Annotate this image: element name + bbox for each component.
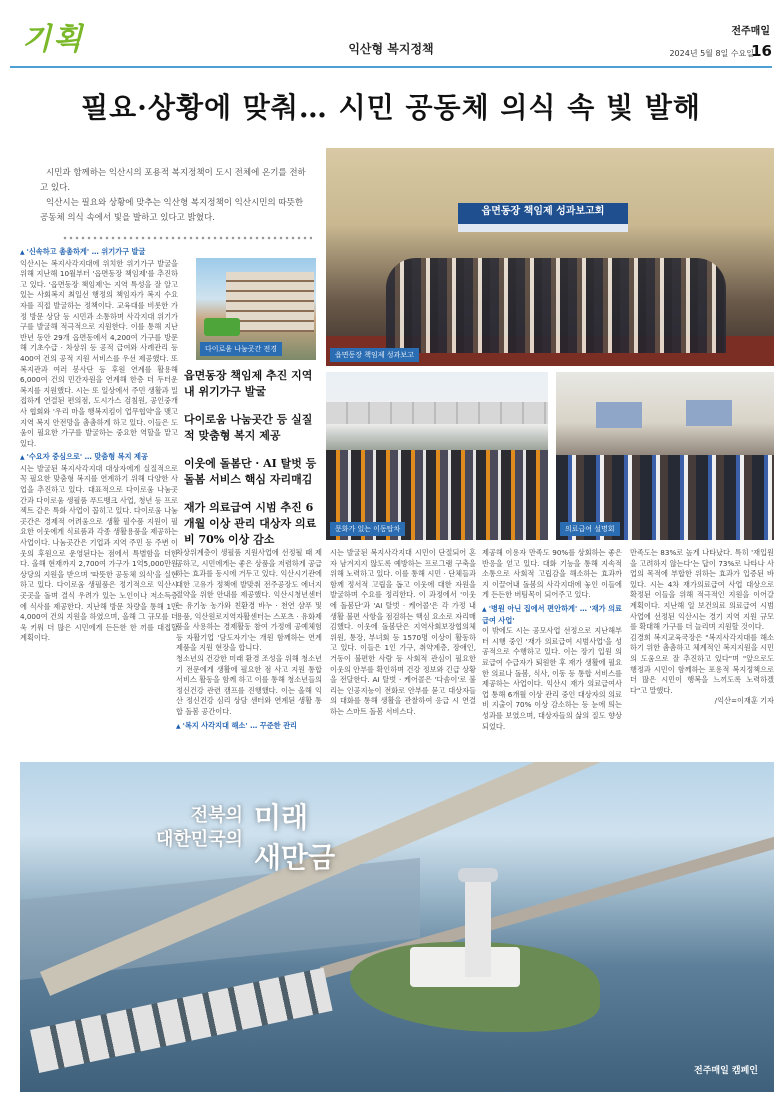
highlight-item: 다이로움 나눔곳간 등 실질적 맞춤형 복지 제공 — [184, 413, 313, 442]
headline: 필요·상황에 맞춰… 시민 공동체 의식 속 빛 발해 — [81, 91, 701, 124]
paper-date: 2024년 5월 8일 수요일 — [669, 49, 754, 58]
projection-screen — [686, 400, 732, 426]
body-text: 청소년의 건강한 미래 환경 조성을 위해 청소년기 전문에게 생활에 필요한 점 사고 지원 통합 서비스 활동을 함께 하고 이를 통해 청소년들의 정신건강 관련 캠프를 진행했다. 이는 올해 익산 정신건강 심리 상담 센터와 연계된 생활 통합 돌봄 공간이다. — [176, 653, 322, 716]
photo-building — [196, 258, 316, 360]
photo-caption: 읍면동장 책임제 성과보고 — [330, 348, 419, 362]
tower-top — [458, 868, 498, 882]
subheading: ▲ '수요자 중심으로' … 맞춤형 복지 제공 — [20, 452, 178, 464]
stage-banner: 읍면동장 책임제 성과보고회 — [458, 203, 628, 229]
lead-paragraph — [40, 166, 310, 226]
page-number: 16 — [751, 42, 772, 60]
lead-text-2: 익산시는 필요와 상황에 맞추는 익산형 복지정책이 익산시민의 따뜻한 공동체 의식 속에서 빛을 발하고 있다고 밝혔다. — [40, 198, 304, 223]
ad-footer: 전주매일 캠페인 — [694, 1066, 758, 1076]
body-text: 이 밖에도 시는 공모사업 선정으로 지난해부터 시행 중인 '재가 의료급여 시범사업'을 성공적으로 수행하고 있다. 이는 장기 입원 의료급여 수급자가 퇴원한 후 재가 생활에 필요한 의료나 돌봄, 식사, 이동 등 통합 서비스를 제공하는 사업이다. 익산시 재가 의료급여사업 통해 6개월 이상 관리 중인 대상자의 의료비 지출이 70% 이상 감소하는 등 눈에 띄는 성과를 보였으며, 대상자들의 삶의 질도 향상되었다. — [482, 626, 622, 731]
photo-outdoor-event — [326, 372, 548, 540]
subheading: ▲ '신속하고 촘촘하게' … 위기가구 발굴 — [20, 247, 178, 259]
body-text: 익산시는 복지사각지대에 위치한 위기가구 발굴을 위해 지난해 10월부터 '읍면동장 책임제'를 추진하고 있다. '읍면동장 책임제'는 지역 특성을 잘 알고 있는 사회복지 최일선 행정의 책임자가 복지 수요자를 직접 발굴하는 정책이다. 교육대를 비롯한 가정 방문 상담 등 시민과 소통하며 사각지대 위기가구를 발굴해 적극적으로 지원한다. 이를 통해 지난 반년 동안 29개 읍면동에서 4,200여 가구를 방문해 기초수급 · 차상위 등 공적 급여와 사례관리 등 400여 건의 공적 지원 서비스를 우선 제공했다. 또 복지관과 여러 봉사단 등 후원 연계를 활용해 6,000여 건의 민간자원을 연계해 한층 더 두터운 복지를 지원했다. 시는 또 일상에서 주민 생활과 밀접하게 연결된 편의점, 도시가스 검침원, 공인중개사 협회와 '우리 마을 행복지킴이 업무협약'을 맺고 지역 복지 안전망을 촘촘하게 하고 있다. 이들은 도움이 필요한 가구를 발굴하는 중요한 역할을 맡고 있다. — [20, 258, 178, 448]
ad-word: 새만금 — [254, 841, 336, 874]
group-of-people — [386, 258, 726, 353]
body-text: 제공해 이용자 만족도 90%를 상회하는 좋은 반응을 얻고 있다. 대화 기능을 통해 지속적 소통으로 사회적 고립감을 해소하는 효과까지 이끌어내 돌봄의 사각지대에 놓인 이들에게 든든한 버팀목이 되어주고 있다. — [482, 548, 622, 600]
truck-shape — [204, 318, 240, 336]
body-text: 시는 발굴된 복지사각지대 대상자에게 실질적으로 꼭 필요한 맞춤형 복지를 연계하기 위해 다양한 사업을 추진하고 있다. 대표적으로 다이로움 나눔곳간과 다이로움 생필품 푸드뱅크 사업, 청년 등 프로젝트 같은 특화 사업이 꼽히고 있다. 다이로움 나눔곳간은 경제적 어려움으로 생활 필수품 지원이 필요한 이웃에게 식료품과 각종 생활용품을 제공하는 사업이다. 나눔곳간은 기업과 지역 주민 등 주변 이웃의 후원으로 운영된다는 점에서 특별함을 더한다. 올해 현재까지 2,700여 가구가 1억5,000만원 상당의 지원을 받으며 '따뜻한 공동체 의식'을 실현하고 있다. 다이로움 생필품은 정기적으로 익산시 곳곳을 돌며 결식 우려가 있는 노인이나 저소득층에 식사를 제공한다. 지난해 방문 차량을 통해 1만4,000여 건의 지원을 하였으며, 올해 그 규모를 더욱 키워 더 많은 시민에게 든든한 한 끼를 대접할 계획이다. — [20, 463, 178, 643]
observation-tower — [465, 877, 491, 977]
dotted-divider — [62, 236, 312, 240]
body-text: 만족도는 83%로 높게 나타났다. 특히 '재입원을 고려하지 않는다'는 답이 73%로 나타나 사업의 목적에 부합한 위하는 효과가 입증된 바 있다. 시는 4차 재가의료급여 사업 대상으로 확정된 이들을 위해 적극적인 지원을 이어갈 계획이다. 지난해 일 보건의료 의료급여 시범 사업에 선정된 익산시는 경기 지역 지원 규모를 확대해 가구를 더 늘리며 지원할 것이다. — [630, 548, 774, 632]
body-text: 차상위계층이 생필품 지원사업에 선정될 때 제공하고, 시민에게는 좋은 상품을 저렴하게 공급하는 효과를 동시에 거두고 있다. 익산시기관에 대한 고유가 정책에 발맞춰 전주공장도 에너지 절약을 위한 안내를 제공했다. 익산시청년센터는 유기농 농가와 친환경 바누 · 천연 샴푸 및 용품, 익산원로지역자활센터는 스포츠 · 유화제품을 사용하는 경제활동 참여 가정에 공예체험 등 자활기업 '담도자기'는 개원 함께하는 연계 제품을 지원 현장을 합니다. — [176, 548, 322, 653]
ad-line: 대한민국의 — [156, 829, 243, 850]
header-divider — [10, 66, 772, 68]
body-text: 시는 발굴된 복지사각지대 시민이 단절되어 혼자 남겨지지 않도록 예방하는 프로그램 구축을 위해 노력하고 있다. 이를 통해 시민 · 단체들과 함께 정서적 고립을 돕고 이웃에 대한 자원을 발굴하며 수요를 정리한다. 이 과정에서 '이웃에 돌봄단'과 'AI 탈벗 · 케어콜'은 각 가정 내 생활 불편 사항을 점검하는 핵심 요소로 자리매김했다. 이웃에 돌봄단은 지역사회보장협의체 위원, 통장, 부녀회 등 1570명 이상이 활동하고 있다. 이들은 1인 가구, 취약계층, 장애인, 거동이 불편한 사람 등 사회적 관심이 필요한 이웃의 안부를 확인하며 건강 정보와 긴급 상황을 전달한다. AI 탈벗 · 케어콜은 '다솜이'로 불리는 인공지능이 전화로 안부를 묻고 대상자들의 대화를 통해 생활을 관찰하여 응급 시 연결하는 스마트 돌봄 서비스다. — [330, 548, 476, 716]
ad-headline — [254, 798, 335, 878]
tent-roof — [326, 402, 548, 424]
photo-caption: 문화가 있는 이동탑차 — [330, 522, 405, 536]
article-column-5 — [630, 548, 774, 754]
section-title: 익산형 복지정책 — [348, 42, 434, 56]
highlight-item: 이웃에 돌봄단 · AI 탈벗 등 돌봄 서비스 핵심 자리매김 — [184, 457, 317, 486]
projection-screen — [596, 402, 642, 428]
article-column-1 — [20, 244, 178, 754]
highlights-box — [184, 368, 320, 560]
article-column-2 — [176, 548, 322, 754]
subheading: ▲ '병원 아닌 집에서 편안하게' … '재가 의료급여 사업' — [482, 604, 622, 626]
lead-text-1: 시민과 함께하는 익산시의 포용적 복지정책이 도시 전체에 온기를 전하고 있다. — [40, 168, 306, 193]
stage-banner-strip — [458, 224, 628, 232]
body-text: 김경희 복지교육국장은 "복지사각지대를 해소하기 위한 촘촘하고 체계적인 복지지원을 시민의 도움으로 잘 추진하고 있다"며 "앞으로도 행정과 시민이 함께하는 포용적 복지정책으로 더 많은 시민이 행복을 느끼도록 노력하겠다"고 말했다. — [630, 632, 774, 695]
photo-caption: 다이로움 나눔곳간 전경 — [200, 342, 282, 356]
subheading: ▲ '복지 사각지대 해소' … 꾸준한 관리 — [176, 721, 322, 733]
photo-briefing-hall — [556, 372, 774, 540]
photo-caption: 의료급여 설명회 — [560, 522, 620, 536]
ad-line: 전북의 — [190, 805, 243, 826]
article-column-4 — [482, 548, 622, 754]
article-column-3 — [330, 548, 476, 754]
highlight-item: 읍면동장 책임제 추진 지역 내 위기가구 발굴 — [184, 369, 313, 398]
ad-tagline — [156, 804, 243, 852]
paper-name: 전주매일 — [731, 26, 770, 37]
page-header — [0, 0, 782, 70]
byline: /익산=이재훈 기자 — [714, 696, 774, 706]
ad-word: 미래 — [254, 801, 309, 834]
highlight-item: 재가 의료급여 시범 추진 6개월 이상 관리 대상자 의료비 70% 이상 감소 — [184, 501, 317, 546]
section-tag: 기획 — [22, 22, 84, 57]
photo-ceremony — [326, 148, 774, 366]
advertisement-saemangeum — [20, 762, 774, 1092]
